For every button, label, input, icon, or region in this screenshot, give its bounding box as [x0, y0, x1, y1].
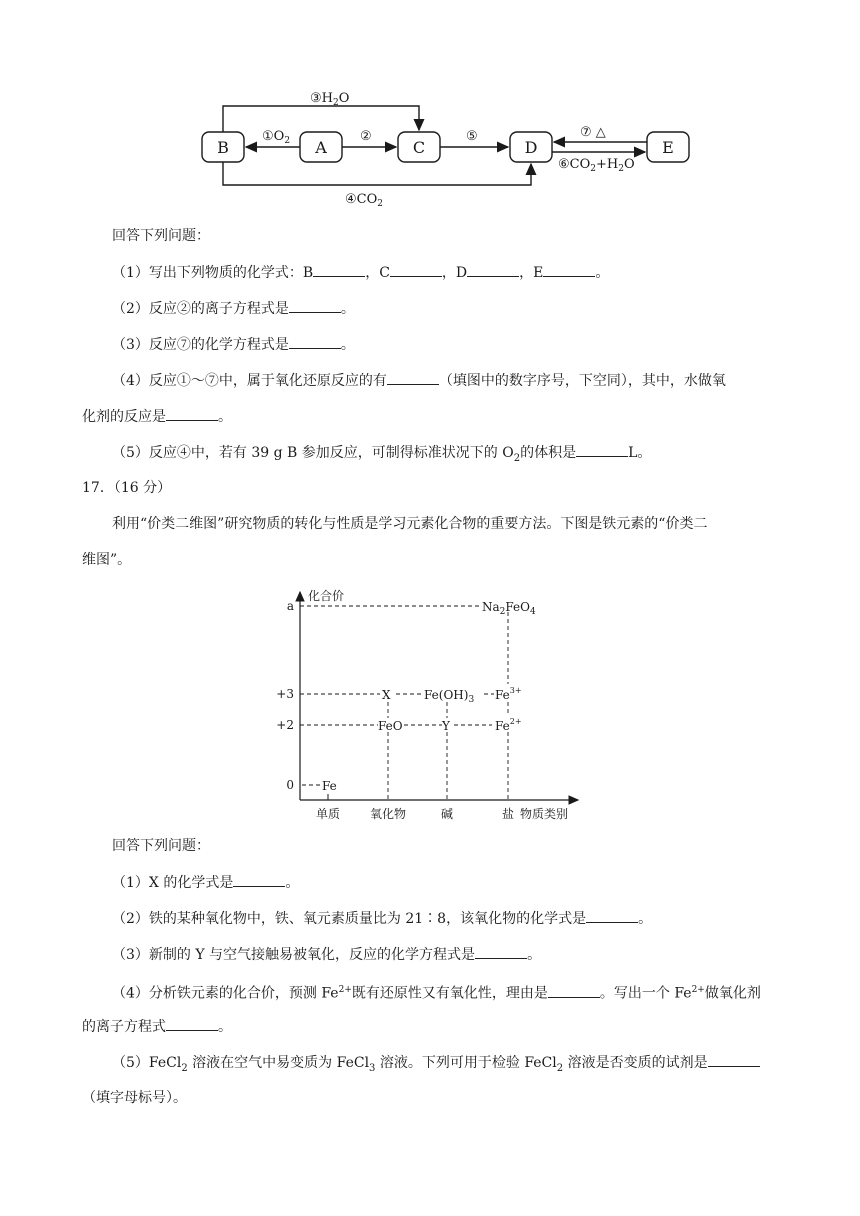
q17-p3-end: 。	[527, 947, 542, 963]
reaction-5-label: ⑤	[466, 129, 478, 144]
q17-p5-text4: 溶液是否变质的试剂是	[563, 1055, 708, 1071]
q17-p4-text3: 。写出一个 Fe	[599, 985, 692, 1002]
q17-intro-line1: 利用“价类二维图”研究物质的转化与性质是学习元素化合物的重要方法。下图是铁元素的“价类二	[112, 516, 708, 532]
q16-p1-d: ，D	[441, 265, 468, 281]
answer-blank-b[interactable]	[313, 262, 365, 277]
y-tick-plus2: +2	[276, 718, 294, 732]
reaction-7-label: ⑦ △	[580, 125, 606, 140]
reaction-6-label: $⑥CO_2+H_2O$	[558, 157, 635, 174]
q17-p5-sub3: 2	[556, 1062, 564, 1074]
q17-intro-line2: 维图”。	[82, 552, 132, 568]
q16-p4-text3: 化剂的反应是	[82, 409, 166, 425]
q17-p4-sup: 2+	[338, 985, 352, 995]
answer-blank-q16-5[interactable]	[576, 442, 628, 457]
answer-blank-d[interactable]	[467, 262, 519, 277]
point-x: X	[382, 688, 391, 702]
reaction-flow-diagram	[190, 82, 710, 212]
answer-blank-q17-5[interactable]	[708, 1052, 760, 1067]
q16-p4-end: 。	[218, 409, 232, 425]
q16-p3-text: （3）反应⑦的化学方程式是	[112, 337, 289, 353]
q16-part4	[112, 370, 726, 391]
q17-part5	[112, 1052, 760, 1079]
answer-blank-q16-4a[interactable]	[387, 370, 439, 385]
q16-part4-cont	[82, 406, 232, 427]
q16-p2-end: 。	[340, 301, 355, 317]
q16-p4-text: （4）反应①～⑦中，属于氧化还原反应的有	[112, 373, 387, 389]
answer-blank-q17-1[interactable]	[233, 872, 285, 887]
q16-p5-text2: 的体积是	[520, 445, 577, 461]
q17-p4-text: （4）分析铁元素的化合价，预测 Fe	[112, 985, 339, 1002]
answer-blank-q17-4b[interactable]	[166, 1016, 218, 1031]
arrow-b-to-c-top	[223, 106, 419, 132]
q17-p5-text2: 溶液在空气中易变质为 FeCl	[187, 1055, 370, 1071]
q17-p2-text: （2）铁的某种氧化物中，铁、氧元素质量比为 21∶8，该氧化物的化学式是	[112, 911, 587, 927]
q16-p4-text2: （填图中的数字序号，下空同），其中，水做氧	[438, 373, 726, 389]
y-axis-label: 化合价	[308, 589, 345, 603]
node-b: B	[217, 138, 229, 157]
x-tick-base: 碱	[440, 807, 454, 821]
answer-blank-q17-3[interactable]	[475, 944, 527, 959]
q17-part1	[112, 872, 299, 893]
y-tick-0: 0	[286, 778, 294, 792]
q17-p5-text: （5）FeCl	[112, 1055, 182, 1071]
node-e: E	[662, 138, 674, 157]
q17-part5-cont: （填字母标号）。	[82, 1090, 187, 1106]
q17-p4-text2: 既有还原性又有氧化性，理由是	[351, 985, 548, 1002]
x-tick-oxide: 氧化物	[369, 807, 407, 821]
q17-part4-cont	[82, 1016, 232, 1037]
arrow-b-to-d-bottom	[223, 162, 531, 185]
q17-part2	[112, 908, 652, 929]
q17-part3	[112, 944, 541, 965]
q17-p4-text5: 的离子方程式	[82, 1019, 166, 1035]
q16-p1-end: 。	[595, 265, 610, 281]
q17-p1-text: （1）X 的化学式是	[112, 875, 234, 891]
x-tick-element: 单质	[315, 807, 341, 821]
q17-p5-sub2: 3	[369, 1062, 376, 1074]
q16-part5	[112, 442, 651, 469]
x-tick-salt: 盐	[501, 807, 515, 821]
q16-p1-text: （1）写出下列物质的化学式：B	[112, 265, 314, 281]
point-fe2plus: $Fe^{2+}$	[495, 717, 522, 733]
q17-p2-end: 。	[638, 911, 653, 927]
answer-blank-q16-3[interactable]	[289, 334, 341, 349]
answer-blank-e[interactable]	[543, 262, 595, 277]
q16-part1	[112, 262, 609, 283]
q16-intro: 回答下列问题：	[112, 228, 210, 244]
q17-p5-sub1: 2	[181, 1062, 188, 1074]
answer-blank-q16-2[interactable]	[289, 298, 341, 313]
reaction-3-label: $③H_2O$	[310, 91, 350, 108]
q17-p5-text3: 溶液。下列可用于检验 FeCl	[375, 1055, 557, 1071]
q16-part3	[112, 334, 355, 355]
q17-p4-end: 。	[218, 1019, 232, 1035]
point-feo: FeO	[378, 719, 403, 733]
y-tick-a: a	[286, 599, 294, 613]
q17-number: 17．（16 分）	[82, 480, 172, 496]
answer-blank-q16-4b[interactable]	[166, 406, 218, 421]
answer-blank-q17-4a[interactable]	[548, 983, 600, 998]
node-c: C	[412, 138, 426, 157]
q17-p3-text: （3）新制的 Y 与空气接触易被氧化，反应的化学方程式是	[112, 947, 476, 963]
x-axis-label: 物质类别	[520, 807, 569, 821]
q17-intro-line3: 回答下列问题：	[112, 838, 210, 854]
q17-p4-text4: 做氧化剂	[704, 985, 761, 1002]
q17-p4-sup2: 2+	[691, 985, 705, 995]
valence-class-diagram	[270, 584, 590, 830]
q16-p2-text: （2）反应②的离子方程式是	[112, 301, 289, 317]
answer-blank-q17-2[interactable]	[586, 908, 638, 923]
q16-part2	[112, 298, 355, 319]
point-fe: Fe	[322, 779, 337, 793]
point-feoh3: $Fe(OH)_3$	[424, 688, 475, 705]
q16-p5-text: （5）反应④中，若有 39 g B 参加反应，可制得标准状况下的 O	[112, 445, 514, 461]
node-a: A	[315, 138, 327, 157]
q16-p5-end: L。	[628, 445, 652, 461]
answer-blank-c[interactable]	[390, 262, 442, 277]
q16-p1-e: ，E	[519, 265, 544, 281]
reaction-4-label: $④CO_2$	[345, 192, 383, 209]
q16-p3-end: 。	[340, 337, 355, 353]
node-d: D	[524, 138, 538, 157]
point-y: Y	[442, 719, 450, 733]
reaction-2-label: ②	[360, 129, 372, 144]
q16-p1-c: ，C	[365, 265, 390, 281]
q17-part4	[112, 980, 761, 1004]
y-tick-plus3: +3	[276, 687, 294, 701]
reaction-1-label: $①O_2$	[262, 129, 291, 146]
q16-p5-sub: 2	[513, 452, 521, 464]
point-na2feo4: $Na_2FeO_4$	[482, 600, 536, 617]
point-fe3plus: $Fe^{3+}$	[495, 686, 522, 702]
q17-p1-end: 。	[285, 875, 300, 891]
